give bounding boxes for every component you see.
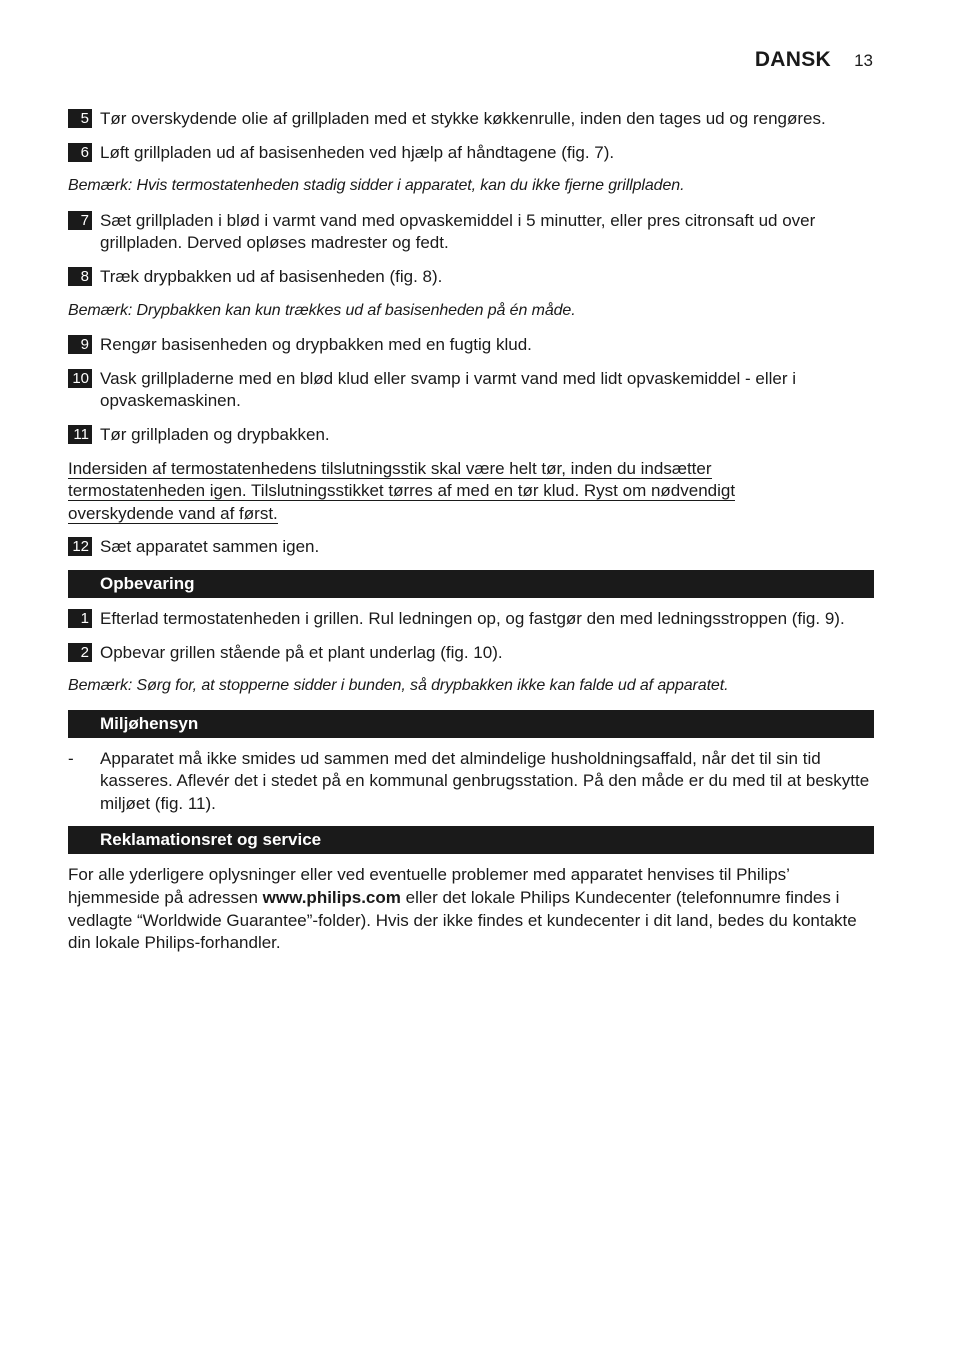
section-heading-environment: Miljøhensyn [68,710,874,738]
step-text: Tør grillpladen og drypbakken. [100,424,330,444]
bullet-dash: - [68,748,74,768]
environment-bullet [68,748,874,816]
step-text: Sæt apparatet sammen igen. [100,537,320,557]
step-text: Løft grillpladen ud af basisenheden ved hjælp af håndtagene (fig. 7). [100,142,615,162]
section-heading-storage: Opbevaring [68,570,874,598]
step-text: Vask grillpladerne med en blød klud eller svamp i varmt vand med lidt opvaskemiddel - eller i opvaskemaskinen. [100,368,797,411]
step-11 [68,424,874,447]
storage-step-1 [68,608,874,631]
page-number: 13 [854,51,873,70]
service-text-before: For alle yderligere oplysninger eller ved eventuelle problemer med apparatet henvises til Philips’ hjemmeside på adressen [68,865,790,908]
step-number: 6 [68,143,92,162]
step-number: 5 [68,109,92,128]
service-text-after: eller det lokale Philips Kundecenter (telefonnumre findes i vedlagte “Worldwide Guarantee”-folder). Hvis der ikke findes et kundecenter i dit land, bedes du kontakte din lokale Philips-forhandler. [68,888,857,953]
step-8 [68,266,874,289]
manual-content [68,108,874,966]
step-10 [68,368,874,413]
step-7 [68,210,874,255]
step-number: 7 [68,211,92,230]
service-paragraph [68,864,874,954]
step-number: 11 [68,425,92,444]
warning-line-3: overskydende vand af først. [68,503,278,523]
section-heading-service: Reklamationsret og service [68,826,874,854]
step-number: 8 [68,267,92,286]
philips-website-link[interactable]: www.philips.com [262,888,401,908]
note-storage: Bemærk: Sørg for, at stopperne sidder i bunden, så drypbakken ikke kan falde ud af apparatet. [68,677,729,695]
step-9 [68,334,874,357]
bullet-text: Apparatet må ikke smides ud sammen med det almindelige husholdningsaffald, når det til sin tid kasseres. Aflevér det i stedet på en kommunal genbrugsstation. På den måde er du med til at beskytte miljøet (fig. 11). [100,748,870,813]
warning-paragraph [68,458,874,526]
step-number: 1 [68,609,92,628]
step-text: Rengør basisenheden og drypbakken med en fugtig klud. [100,335,532,355]
step-12 [68,536,874,559]
step-6 [68,142,874,165]
note-grill-plate: Bemærk: Hvis termostatenheden stadig sidder i apparatet, kan du ikke fjerne grillpladen. [68,177,685,195]
step-number: 12 [68,537,92,556]
step-text: Opbevar grillen stående på et plant underlag (fig. 10). [100,642,503,662]
warning-line-2: termostatenheden igen. Tilslutningsstikket tørres af med en tør klud. Ryst om nødvendigt [68,481,736,501]
step-text: Træk drypbakken ud af basisenheden (fig. 8). [100,266,443,286]
warning-line-1: Indersiden af termostatenhedens tilslutningsstik skal være helt tør, inden du indsætter [68,458,712,478]
step-text: Tør overskydende olie af grillpladen med et stykke køkkenrulle, inden den tages ud og rengøres. [100,109,826,128]
step-text: Sæt grillpladen i blød i varmt vand med opvaskemiddel i 5 minutter, eller pres citronsaft ud over grillpladen. Derved opløses madrester og fedt. [100,210,816,253]
step-5 [68,108,874,131]
language-label: DANSK [754,48,831,71]
step-number: 10 [68,369,92,388]
step-number: 9 [68,335,92,354]
step-number: 2 [68,643,92,662]
note-drip-tray: Bemærk: Drypbakken kan kun trækkes ud af basisenheden på én måde. [68,301,576,319]
step-text: Efterlad termostatenheden i grillen. Rul ledningen op, og fastgør den med ledningsstroppen (fig. 9). [100,608,845,628]
storage-step-2 [68,642,874,665]
page-header [0,48,954,74]
